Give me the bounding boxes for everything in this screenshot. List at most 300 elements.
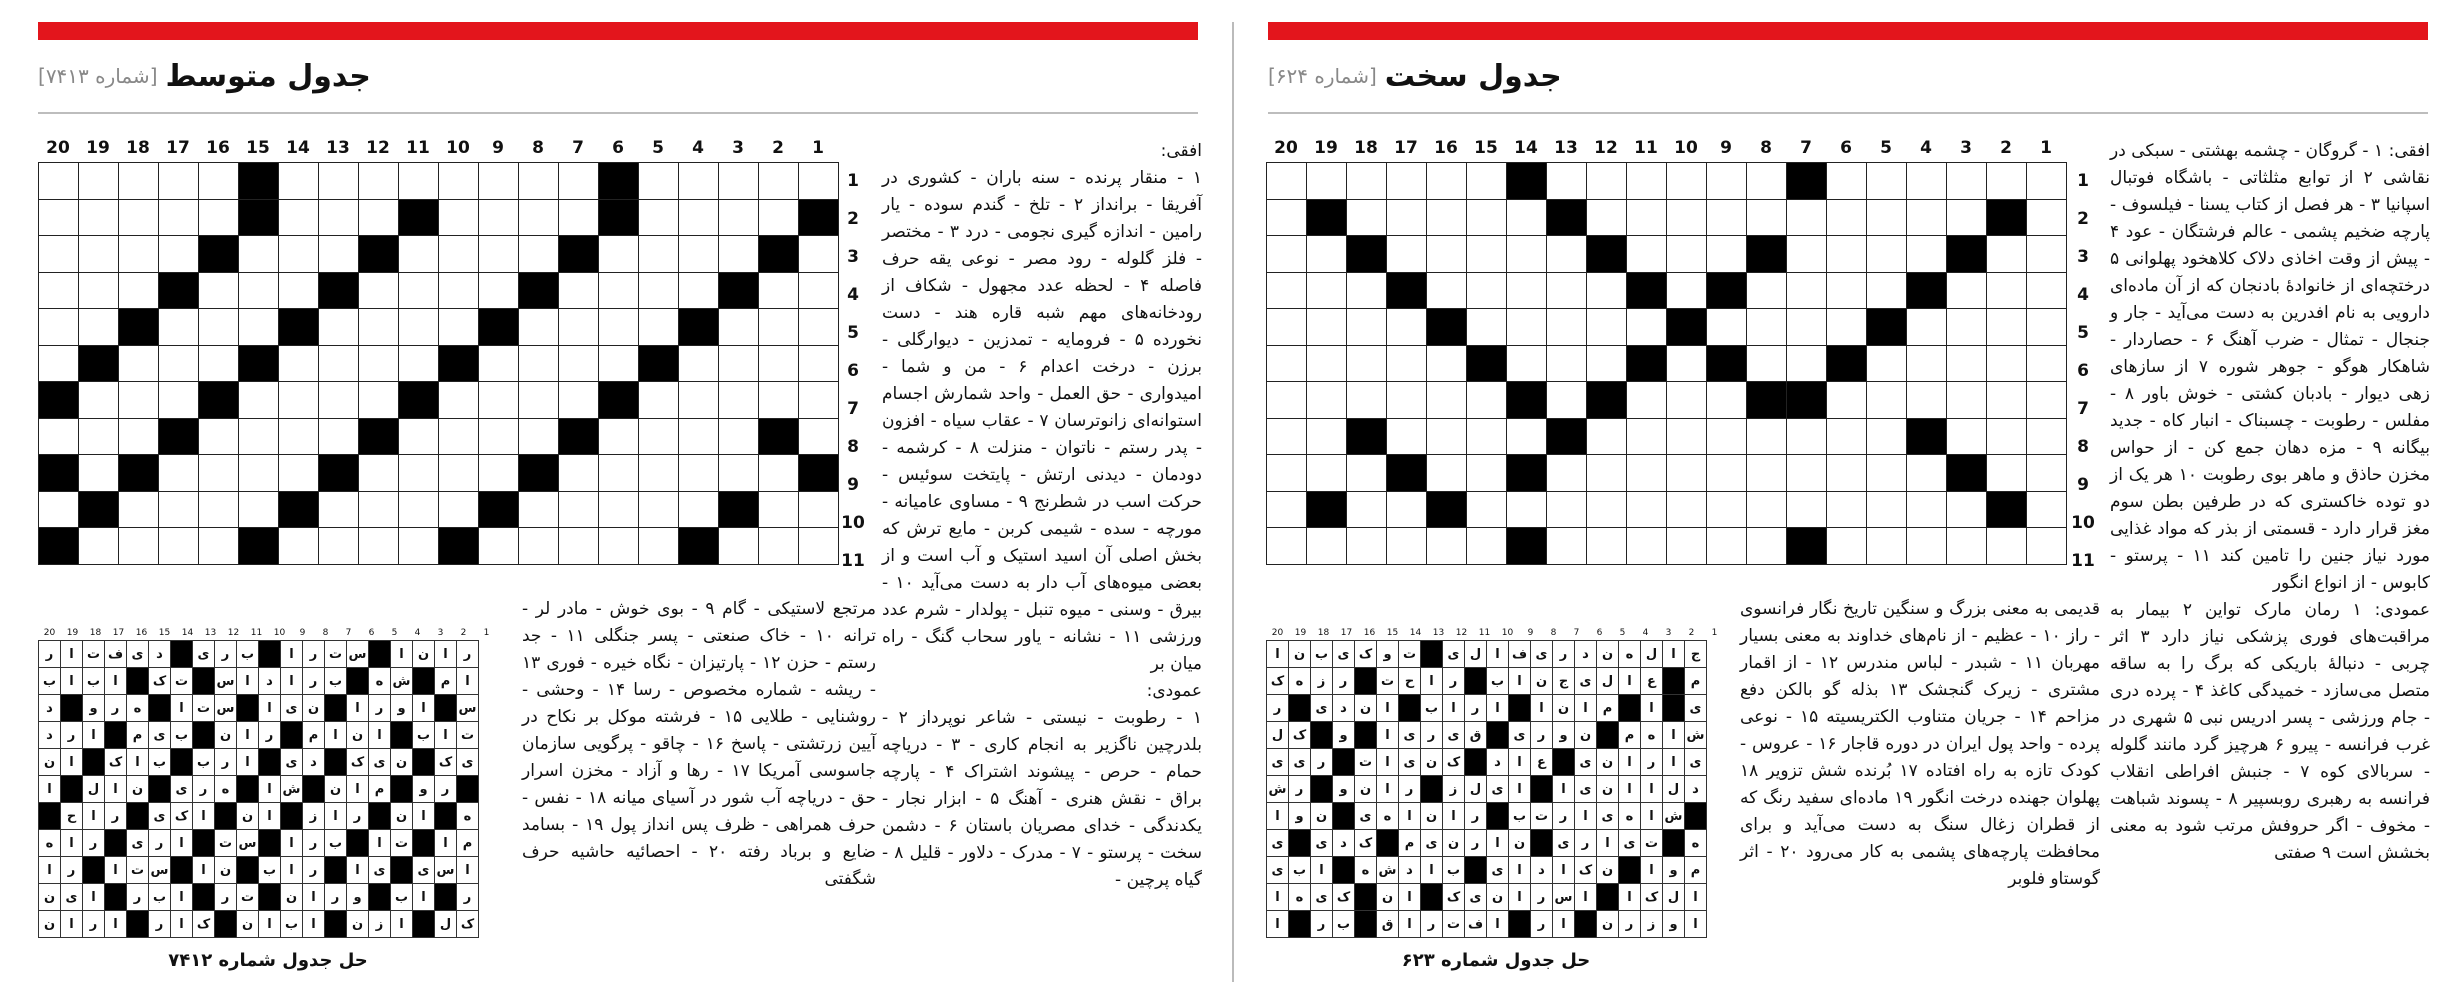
- answer-cell[interactable]: [1947, 491, 1987, 528]
- answer-cell[interactable]: [319, 309, 359, 346]
- answer-cell[interactable]: [1467, 236, 1507, 273]
- answer-cell[interactable]: [759, 163, 799, 200]
- answer-cell[interactable]: [1907, 236, 1947, 273]
- answer-cell[interactable]: [1707, 309, 1747, 346]
- answer-cell[interactable]: [319, 418, 359, 455]
- answer-cell[interactable]: [1987, 345, 2027, 382]
- answer-cell[interactable]: [639, 455, 679, 492]
- answer-cell[interactable]: [439, 491, 479, 528]
- answer-cell[interactable]: [1987, 455, 2027, 492]
- answer-cell[interactable]: [759, 491, 799, 528]
- answer-cell[interactable]: [2027, 236, 2067, 273]
- answer-cell[interactable]: [39, 491, 79, 528]
- answer-cell[interactable]: [1907, 528, 1947, 565]
- answer-cell[interactable]: [39, 163, 79, 200]
- answer-cell[interactable]: [1627, 528, 1667, 565]
- answer-cell[interactable]: [1947, 272, 1987, 309]
- answer-cell[interactable]: [1587, 345, 1627, 382]
- answer-cell[interactable]: [159, 163, 199, 200]
- answer-cell[interactable]: [1667, 528, 1707, 565]
- answer-cell[interactable]: [1907, 455, 1947, 492]
- answer-cell[interactable]: [1987, 418, 2027, 455]
- answer-cell[interactable]: [1947, 528, 1987, 565]
- answer-cell[interactable]: [639, 236, 679, 273]
- answer-cell[interactable]: [1507, 199, 1547, 236]
- answer-cell[interactable]: [1347, 272, 1387, 309]
- answer-cell[interactable]: [1947, 163, 1987, 200]
- answer-cell[interactable]: [1387, 418, 1427, 455]
- answer-cell[interactable]: [239, 272, 279, 309]
- answer-cell[interactable]: [1667, 491, 1707, 528]
- answer-cell[interactable]: [279, 236, 319, 273]
- answer-cell[interactable]: [1707, 418, 1747, 455]
- answer-cell[interactable]: [1747, 528, 1787, 565]
- answer-cell[interactable]: [159, 309, 199, 346]
- answer-cell[interactable]: [1747, 199, 1787, 236]
- answer-cell[interactable]: [159, 345, 199, 382]
- answer-cell[interactable]: [1627, 418, 1667, 455]
- answer-cell[interactable]: [679, 455, 719, 492]
- answer-cell[interactable]: [719, 236, 759, 273]
- answer-cell[interactable]: [1587, 163, 1627, 200]
- answer-cell[interactable]: [359, 528, 399, 565]
- answer-cell[interactable]: [1627, 491, 1667, 528]
- answer-cell[interactable]: [439, 199, 479, 236]
- answer-cell[interactable]: [1307, 528, 1347, 565]
- answer-cell[interactable]: [1507, 272, 1547, 309]
- answer-cell[interactable]: [1547, 272, 1587, 309]
- answer-cell[interactable]: [39, 199, 79, 236]
- answer-cell[interactable]: [1307, 418, 1347, 455]
- answer-cell[interactable]: [639, 418, 679, 455]
- answer-cell[interactable]: [1427, 528, 1467, 565]
- answer-cell[interactable]: [39, 236, 79, 273]
- answer-cell[interactable]: [639, 199, 679, 236]
- answer-cell[interactable]: [1267, 455, 1307, 492]
- answer-cell[interactable]: [1547, 236, 1587, 273]
- answer-cell[interactable]: [1387, 345, 1427, 382]
- answer-cell[interactable]: [199, 272, 239, 309]
- answer-cell[interactable]: [559, 528, 599, 565]
- answer-cell[interactable]: [479, 455, 519, 492]
- answer-cell[interactable]: [799, 528, 839, 565]
- answer-cell[interactable]: [679, 491, 719, 528]
- answer-cell[interactable]: [1667, 272, 1707, 309]
- answer-cell[interactable]: [1707, 236, 1747, 273]
- answer-cell[interactable]: [2027, 163, 2067, 200]
- answer-cell[interactable]: [1907, 309, 1947, 346]
- answer-cell[interactable]: [1747, 163, 1787, 200]
- answer-cell[interactable]: [1347, 345, 1387, 382]
- answer-cell[interactable]: [79, 309, 119, 346]
- answer-cell[interactable]: [79, 272, 119, 309]
- answer-cell[interactable]: [399, 163, 439, 200]
- answer-cell[interactable]: [159, 382, 199, 419]
- answer-cell[interactable]: [679, 418, 719, 455]
- answer-cell[interactable]: [679, 199, 719, 236]
- answer-cell[interactable]: [1547, 345, 1587, 382]
- answer-cell[interactable]: [1827, 528, 1867, 565]
- answer-cell[interactable]: [1987, 236, 2027, 273]
- answer-cell[interactable]: [799, 382, 839, 419]
- answer-cell[interactable]: [799, 491, 839, 528]
- answer-cell[interactable]: [119, 272, 159, 309]
- answer-cell[interactable]: [39, 418, 79, 455]
- answer-cell[interactable]: [1347, 528, 1387, 565]
- answer-cell[interactable]: [119, 491, 159, 528]
- answer-cell[interactable]: [639, 272, 679, 309]
- answer-cell[interactable]: [199, 455, 239, 492]
- answer-cell[interactable]: [439, 455, 479, 492]
- answer-cell[interactable]: [1907, 382, 1947, 419]
- answer-cell[interactable]: [79, 528, 119, 565]
- answer-cell[interactable]: [359, 309, 399, 346]
- answer-cell[interactable]: [1507, 309, 1547, 346]
- answer-cell[interactable]: [1747, 491, 1787, 528]
- answer-cell[interactable]: [639, 163, 679, 200]
- answer-cell[interactable]: [559, 491, 599, 528]
- answer-cell[interactable]: [519, 309, 559, 346]
- answer-cell[interactable]: [1987, 382, 2027, 419]
- answer-cell[interactable]: [639, 382, 679, 419]
- answer-cell[interactable]: [319, 382, 359, 419]
- answer-cell[interactable]: [1787, 491, 1827, 528]
- answer-cell[interactable]: [1307, 309, 1347, 346]
- answer-cell[interactable]: [719, 382, 759, 419]
- answer-cell[interactable]: [519, 345, 559, 382]
- answer-cell[interactable]: [79, 236, 119, 273]
- answer-cell[interactable]: [1747, 418, 1787, 455]
- answer-cell[interactable]: [1787, 345, 1827, 382]
- answer-cell[interactable]: [639, 491, 679, 528]
- answer-cell[interactable]: [759, 382, 799, 419]
- answer-cell[interactable]: [1707, 455, 1747, 492]
- answer-cell[interactable]: [1747, 272, 1787, 309]
- answer-cell[interactable]: [1547, 455, 1587, 492]
- answer-cell[interactable]: [159, 236, 199, 273]
- answer-cell[interactable]: [1987, 272, 2027, 309]
- answer-cell[interactable]: [1547, 528, 1587, 565]
- answer-cell[interactable]: [279, 199, 319, 236]
- answer-cell[interactable]: [799, 345, 839, 382]
- answer-cell[interactable]: [1307, 382, 1347, 419]
- answer-cell[interactable]: [1827, 236, 1867, 273]
- answer-cell[interactable]: [1947, 418, 1987, 455]
- answer-cell[interactable]: [1267, 236, 1307, 273]
- answer-cell[interactable]: [1467, 418, 1507, 455]
- answer-cell[interactable]: [1267, 163, 1307, 200]
- answer-cell[interactable]: [799, 272, 839, 309]
- answer-cell[interactable]: [559, 382, 599, 419]
- answer-cell[interactable]: [679, 382, 719, 419]
- answer-cell[interactable]: [1387, 491, 1427, 528]
- answer-cell[interactable]: [399, 236, 439, 273]
- answer-cell[interactable]: [1547, 309, 1587, 346]
- answer-cell[interactable]: [1627, 455, 1667, 492]
- answer-cell[interactable]: [1787, 272, 1827, 309]
- answer-cell[interactable]: [1707, 382, 1747, 419]
- answer-cell[interactable]: [39, 345, 79, 382]
- answer-cell[interactable]: [799, 236, 839, 273]
- answer-cell[interactable]: [439, 309, 479, 346]
- answer-cell[interactable]: [799, 163, 839, 200]
- answer-cell[interactable]: [1827, 455, 1867, 492]
- answer-cell[interactable]: [399, 309, 439, 346]
- answer-cell[interactable]: [1867, 491, 1907, 528]
- answer-cell[interactable]: [479, 163, 519, 200]
- answer-cell[interactable]: [1587, 491, 1627, 528]
- answer-cell[interactable]: [319, 528, 359, 565]
- answer-cell[interactable]: [1627, 163, 1667, 200]
- answer-cell[interactable]: [1307, 272, 1347, 309]
- answer-cell[interactable]: [199, 199, 239, 236]
- answer-cell[interactable]: [639, 528, 679, 565]
- answer-cell[interactable]: [759, 528, 799, 565]
- answer-cell[interactable]: [719, 455, 759, 492]
- answer-cell[interactable]: [599, 455, 639, 492]
- answer-cell[interactable]: [279, 418, 319, 455]
- answer-cell[interactable]: [1827, 418, 1867, 455]
- answer-cell[interactable]: [279, 528, 319, 565]
- answer-cell[interactable]: [2027, 418, 2067, 455]
- answer-cell[interactable]: [479, 418, 519, 455]
- answer-cell[interactable]: [1867, 382, 1907, 419]
- answer-cell[interactable]: [679, 272, 719, 309]
- answer-cell[interactable]: [679, 163, 719, 200]
- answer-cell[interactable]: [1467, 272, 1507, 309]
- answer-cell[interactable]: [559, 455, 599, 492]
- answer-cell[interactable]: [1987, 528, 2027, 565]
- answer-cell[interactable]: [719, 528, 759, 565]
- answer-cell[interactable]: [1467, 528, 1507, 565]
- answer-cell[interactable]: [1387, 528, 1427, 565]
- answer-cell[interactable]: [1827, 309, 1867, 346]
- answer-cell[interactable]: [759, 199, 799, 236]
- answer-cell[interactable]: [2027, 491, 2067, 528]
- answer-cell[interactable]: [279, 272, 319, 309]
- answer-cell[interactable]: [1267, 528, 1307, 565]
- answer-cell[interactable]: [1347, 455, 1387, 492]
- answer-cell[interactable]: [119, 236, 159, 273]
- answer-cell[interactable]: [119, 163, 159, 200]
- answer-cell[interactable]: [239, 491, 279, 528]
- answer-cell[interactable]: [1747, 309, 1787, 346]
- answer-cell[interactable]: [1467, 309, 1507, 346]
- answer-cell[interactable]: [559, 163, 599, 200]
- answer-cell[interactable]: [359, 272, 399, 309]
- answer-cell[interactable]: [359, 491, 399, 528]
- answer-cell[interactable]: [439, 236, 479, 273]
- answer-cell[interactable]: [1667, 418, 1707, 455]
- answer-cell[interactable]: [1627, 309, 1667, 346]
- answer-cell[interactable]: [1707, 163, 1747, 200]
- answer-cell[interactable]: [1707, 199, 1747, 236]
- answer-cell[interactable]: [319, 491, 359, 528]
- answer-cell[interactable]: [79, 199, 119, 236]
- answer-cell[interactable]: [519, 418, 559, 455]
- answer-cell[interactable]: [1667, 236, 1707, 273]
- answer-cell[interactable]: [599, 491, 639, 528]
- answer-cell[interactable]: [1547, 382, 1587, 419]
- answer-cell[interactable]: [1267, 418, 1307, 455]
- answer-cell[interactable]: [79, 418, 119, 455]
- answer-cell[interactable]: [1427, 418, 1467, 455]
- answer-cell[interactable]: [1867, 455, 1907, 492]
- answer-cell[interactable]: [399, 528, 439, 565]
- answer-cell[interactable]: [1947, 309, 1987, 346]
- answer-cell[interactable]: [1587, 272, 1627, 309]
- answer-cell[interactable]: [1907, 199, 1947, 236]
- answer-cell[interactable]: [519, 236, 559, 273]
- answer-cell[interactable]: [1427, 236, 1467, 273]
- answer-cell[interactable]: [1587, 199, 1627, 236]
- answer-cell[interactable]: [519, 528, 559, 565]
- answer-cell[interactable]: [1387, 199, 1427, 236]
- answer-cell[interactable]: [799, 309, 839, 346]
- answer-cell[interactable]: [599, 418, 639, 455]
- answer-cell[interactable]: [399, 455, 439, 492]
- answer-cell[interactable]: [679, 236, 719, 273]
- answer-cell[interactable]: [1907, 345, 1947, 382]
- answer-cell[interactable]: [119, 418, 159, 455]
- answer-cell[interactable]: [359, 163, 399, 200]
- answer-cell[interactable]: [1867, 418, 1907, 455]
- answer-cell[interactable]: [1867, 528, 1907, 565]
- answer-cell[interactable]: [79, 455, 119, 492]
- answer-cell[interactable]: [159, 491, 199, 528]
- answer-cell[interactable]: [1987, 309, 2027, 346]
- answer-cell[interactable]: [159, 455, 199, 492]
- answer-cell[interactable]: [1787, 455, 1827, 492]
- answer-cell[interactable]: [559, 309, 599, 346]
- answer-cell[interactable]: [759, 455, 799, 492]
- answer-cell[interactable]: [1627, 382, 1667, 419]
- answer-cell[interactable]: [199, 491, 239, 528]
- answer-cell[interactable]: [1467, 199, 1507, 236]
- answer-cell[interactable]: [1387, 163, 1427, 200]
- answer-cell[interactable]: [119, 382, 159, 419]
- answer-cell[interactable]: [599, 272, 639, 309]
- answer-cell[interactable]: [1827, 382, 1867, 419]
- answer-cell[interactable]: [1387, 382, 1427, 419]
- answer-cell[interactable]: [1267, 491, 1307, 528]
- answer-cell[interactable]: [1867, 163, 1907, 200]
- answer-cell[interactable]: [599, 528, 639, 565]
- answer-cell[interactable]: [1347, 309, 1387, 346]
- answer-cell[interactable]: [1467, 382, 1507, 419]
- answer-cell[interactable]: [1387, 309, 1427, 346]
- answer-cell[interactable]: [1747, 345, 1787, 382]
- answer-cell[interactable]: [1627, 199, 1667, 236]
- answer-cell[interactable]: [2027, 382, 2067, 419]
- answer-cell[interactable]: [1267, 345, 1307, 382]
- answer-cell[interactable]: [759, 309, 799, 346]
- answer-cell[interactable]: [1307, 163, 1347, 200]
- answer-cell[interactable]: [759, 272, 799, 309]
- answer-cell[interactable]: [1347, 382, 1387, 419]
- answer-cell[interactable]: [1427, 199, 1467, 236]
- answer-cell[interactable]: [719, 199, 759, 236]
- answer-cell[interactable]: [159, 528, 199, 565]
- answer-cell[interactable]: [599, 345, 639, 382]
- answer-cell[interactable]: [1427, 455, 1467, 492]
- answer-cell[interactable]: [1747, 455, 1787, 492]
- answer-cell[interactable]: [319, 199, 359, 236]
- answer-cell[interactable]: [519, 199, 559, 236]
- answer-cell[interactable]: [759, 345, 799, 382]
- answer-cell[interactable]: [1507, 491, 1547, 528]
- answer-cell[interactable]: [559, 345, 599, 382]
- answer-cell[interactable]: [599, 236, 639, 273]
- answer-cell[interactable]: [1787, 236, 1827, 273]
- answer-cell[interactable]: [1267, 382, 1307, 419]
- answer-cell[interactable]: [719, 345, 759, 382]
- answer-cell[interactable]: [1867, 236, 1907, 273]
- answer-cell[interactable]: [719, 418, 759, 455]
- answer-cell[interactable]: [1667, 199, 1707, 236]
- answer-cell[interactable]: [239, 236, 279, 273]
- answer-cell[interactable]: [1827, 272, 1867, 309]
- answer-cell[interactable]: [1267, 199, 1307, 236]
- answer-cell[interactable]: [1947, 345, 1987, 382]
- answer-cell[interactable]: [439, 382, 479, 419]
- answer-cell[interactable]: [239, 455, 279, 492]
- answer-cell[interactable]: [1667, 163, 1707, 200]
- answer-cell[interactable]: [1467, 455, 1507, 492]
- answer-cell[interactable]: [1507, 236, 1547, 273]
- answer-cell[interactable]: [2027, 309, 2067, 346]
- answer-cell[interactable]: [479, 528, 519, 565]
- answer-cell[interactable]: [199, 528, 239, 565]
- answer-cell[interactable]: [1827, 199, 1867, 236]
- answer-cell[interactable]: [119, 199, 159, 236]
- answer-cell[interactable]: [1267, 309, 1307, 346]
- answer-cell[interactable]: [1507, 345, 1547, 382]
- answer-cell[interactable]: [519, 382, 559, 419]
- answer-cell[interactable]: [559, 272, 599, 309]
- answer-cell[interactable]: [479, 345, 519, 382]
- answer-cell[interactable]: [1307, 345, 1347, 382]
- answer-cell[interactable]: [199, 345, 239, 382]
- answer-cell[interactable]: [1387, 236, 1427, 273]
- answer-cell[interactable]: [1427, 163, 1467, 200]
- answer-cell[interactable]: [1627, 236, 1667, 273]
- answer-cell[interactable]: [239, 418, 279, 455]
- answer-cell[interactable]: [1307, 236, 1347, 273]
- answer-cell[interactable]: [359, 199, 399, 236]
- answer-cell[interactable]: [1347, 491, 1387, 528]
- answer-cell[interactable]: [479, 236, 519, 273]
- answer-cell[interactable]: [1427, 272, 1467, 309]
- answer-cell[interactable]: [559, 199, 599, 236]
- answer-cell[interactable]: [1547, 163, 1587, 200]
- answer-cell[interactable]: [639, 309, 679, 346]
- answer-cell[interactable]: [479, 272, 519, 309]
- answer-cell[interactable]: [1827, 491, 1867, 528]
- answer-cell[interactable]: [679, 345, 719, 382]
- answer-cell[interactable]: [1507, 418, 1547, 455]
- answer-cell[interactable]: [1947, 199, 1987, 236]
- answer-cell[interactable]: [2027, 199, 2067, 236]
- answer-cell[interactable]: [399, 272, 439, 309]
- answer-cell[interactable]: [1307, 455, 1347, 492]
- answer-cell[interactable]: [1427, 382, 1467, 419]
- answer-cell[interactable]: [1587, 418, 1627, 455]
- answer-cell[interactable]: [1947, 382, 1987, 419]
- answer-cell[interactable]: [1587, 455, 1627, 492]
- answer-cell[interactable]: [79, 382, 119, 419]
- answer-cell[interactable]: [439, 163, 479, 200]
